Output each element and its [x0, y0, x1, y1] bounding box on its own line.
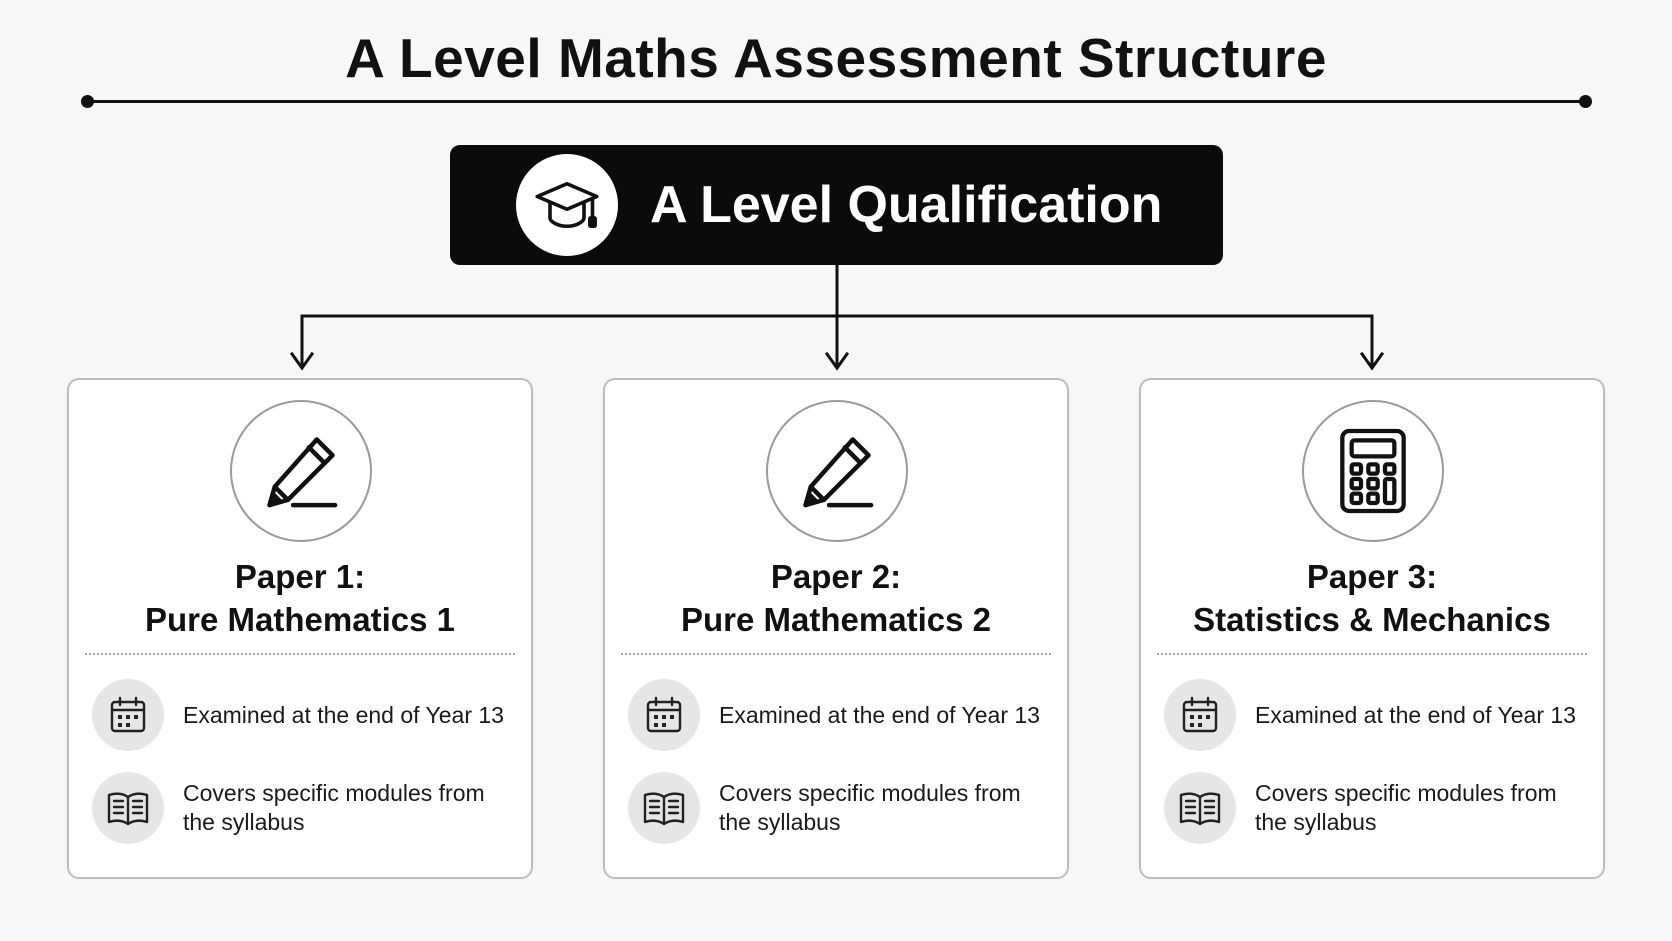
detail-text: Examined at the end of Year 13 [719, 701, 1040, 728]
detail-text: Examined at the end of Year 13 [1255, 701, 1576, 728]
paper-card-2 [603, 378, 1069, 879]
detail-text: Covers specific modules from the syllabus [719, 780, 1021, 835]
open-book-icon [1164, 772, 1236, 844]
detail-exam-timing [628, 679, 1048, 751]
card-divider [1157, 653, 1587, 655]
calculator-icon [1302, 400, 1444, 542]
page-title: A Level Maths Assessment Structure [345, 27, 1327, 89]
detail-exam-timing [92, 679, 512, 751]
open-book-icon [92, 772, 164, 844]
paper-card-1 [67, 378, 533, 879]
paper-card-3 [1139, 378, 1605, 879]
paper-title [605, 555, 1067, 641]
paper-name: Pure Mathematics 1 [145, 601, 455, 638]
paper-title [69, 555, 531, 641]
card-divider [85, 653, 515, 655]
calendar-icon [1164, 679, 1236, 751]
detail-syllabus [1164, 772, 1584, 844]
detail-text: Examined at the end of Year 13 [183, 701, 504, 728]
open-book-icon [628, 772, 700, 844]
detail-text: Covers specific modules from the syllabus [1255, 780, 1557, 835]
detail-text: Covers specific modules from the syllabus [183, 780, 485, 835]
calendar-icon [92, 679, 164, 751]
paper-number: Paper 1: [234, 558, 366, 595]
detail-syllabus [628, 772, 1048, 844]
paper-name: Pure Mathematics 2 [681, 601, 991, 638]
detail-exam-timing [1164, 679, 1584, 751]
pencil-icon [766, 400, 908, 542]
paper-number: Paper 3: [1306, 558, 1438, 595]
card-divider [621, 653, 1051, 655]
paper-number: Paper 2: [770, 558, 902, 595]
paper-name: Statistics & Mechanics [1193, 601, 1551, 638]
root-label: A Level Qualification [650, 176, 1163, 234]
pencil-icon [230, 400, 372, 542]
detail-syllabus [92, 772, 512, 844]
paper-title [1141, 555, 1603, 641]
calendar-icon [628, 679, 700, 751]
